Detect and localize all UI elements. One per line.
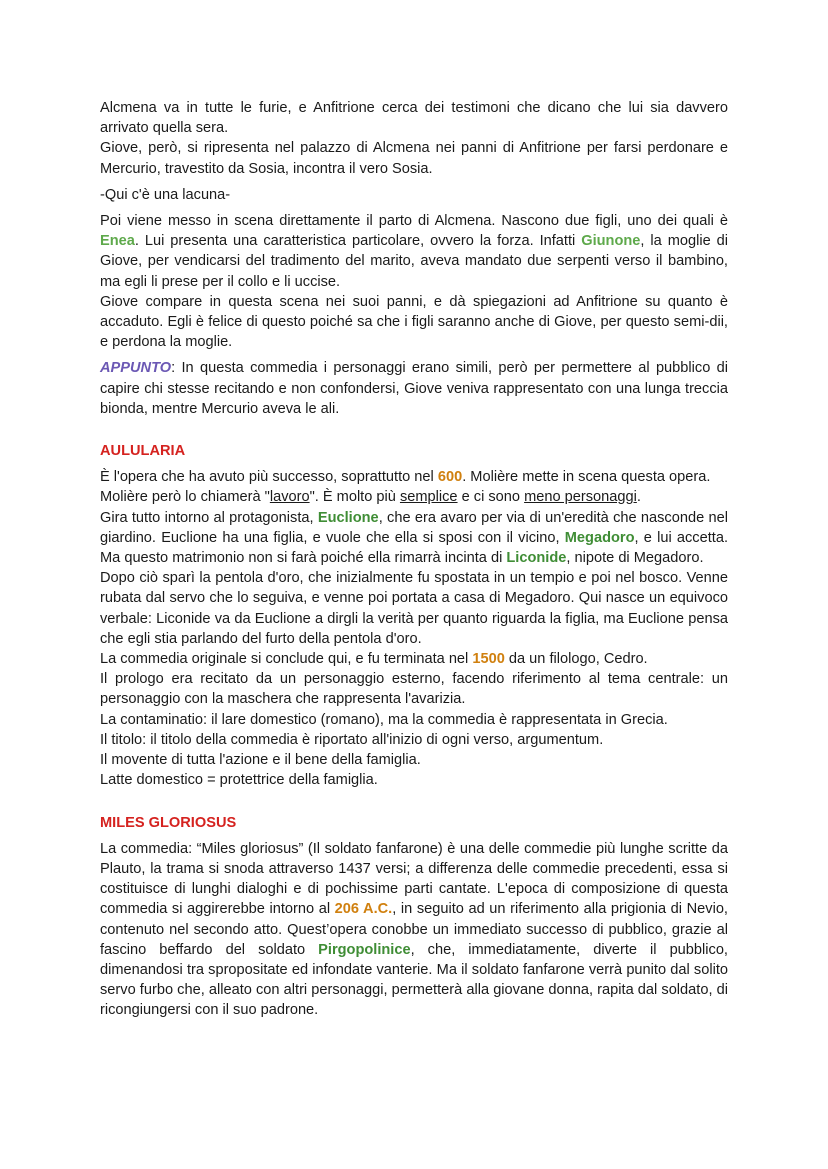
underlined-lavoro: lavoro [269, 489, 310, 506]
paragraph [100, 211, 728, 292]
text: ". È molto più [309, 489, 400, 506]
paragraph: Dopo ciò sparì la pentola d'oro, che inizialmente fu spostata in un tempio e poi nel bosco. Venne rubata dal servo che lo seguiva, e venne poi portata a casa di Megadoro. Qui nasce un equivoco verbale: Liconide va da Euclione a dirgli la verità per quanto riguarda la figlia, ma Euclione pensa che egli stia parlando del furto della pentola d'oro. [100, 570, 728, 647]
paragraph: Giove, però, si ripresenta nel palazzo di Alcmena nei panni di Anfitrione per farsi perdonare e Mercurio, travestito da Sosia, incontra il vero Sosia. [100, 140, 728, 177]
text: , che era avaro per via di un'eredità che nasconde nel giardino. Euclione ha una figlia, e vuole che ella si sposi con il vicino, [100, 509, 728, 546]
paragraph: Latte domestico = protettrice della famiglia. [100, 772, 378, 789]
paragraph [100, 508, 728, 569]
text: Molière però lo chiamerà " [100, 489, 270, 506]
name-megadoro: Megadoro [564, 529, 635, 546]
text: La commedia originale si conclude qui, e fu terminata nel [100, 651, 473, 668]
name-enea: Enea [100, 233, 135, 250]
underlined-semplice: semplice [399, 489, 458, 506]
text: , nipote di Megadoro. [566, 550, 704, 567]
year-600: 600 [437, 469, 463, 486]
paragraph: Alcmena va in tutte le furie, e Anfitrione cerca dei testimoni che dicano che lui sia davvero arrivato quella sera. [100, 100, 728, 137]
text: e ci sono [457, 489, 525, 506]
text: , che, immediatamente, diverte il pubblico, dimenandosi tra spropositate ed infondate vanterie. Ma il soldato fanfarone verrà punito dal solito servo furbo che, alleato con altri personaggi, permetterà alla giovane donna, rapita dal soldato, di ricongiungersi con il suo padrone. [100, 941, 728, 1019]
paragraph: Il titolo: il titolo della commedia è riportato all'inizio di ogni verso, argumentum. [100, 731, 604, 748]
paragraph: Giove compare in questa scena nei suoi panni, e dà spiegazioni ad Anfitrione su quanto è accaduto. Egli è felice di questo poiché sa che i figli saranno anche di Giove, per questo semi-dii, e perdona la moglie. [100, 293, 728, 351]
paragraph: Il prologo era recitato da un personaggio esterno, facendo riferimento al tema centrale: un personaggio con la maschera che rappresenta l'avarizia. [100, 671, 728, 708]
section-title-aulularia: AULULARIA [100, 443, 186, 460]
text: . [636, 489, 641, 506]
year-1500: 1500 [472, 651, 505, 668]
text: , in seguito ad un riferimento alla prigionia di Nevio, contenuto nel secondo atto. Quest’opera conobbe un immediato successo di pubblico, grazie al fascino beffardo del soldato [100, 901, 728, 958]
text: , e lui accetta. Ma questo matrimonio non si farà poiché ella rimarrà incinta di [100, 529, 729, 567]
text: , la moglie di Giove, per vendicarsi del tradimento del marito, aveva mandato due serpenti verso il bambino, ma egli li prese per il collo e li uccise. [100, 233, 728, 290]
underlined-meno-personaggi: meno personaggi [524, 489, 637, 506]
lacuna-note: -Qui c'è una lacuna- [100, 186, 231, 203]
paragraph [100, 487, 728, 507]
name-pirgopolinice: Pirgopolinice [318, 941, 411, 958]
paragraph [100, 839, 728, 1021]
name-giunone: Giunone [581, 233, 641, 250]
text: . Molière mette in scena questa opera. [462, 469, 711, 486]
date-206-ac: 206 A.C. [334, 901, 393, 918]
appunto-label: APPUNTO [100, 360, 172, 377]
paragraph: La contaminatio: il lare domestico (romano), ma la commedia è rappresentata in Grecia. [100, 711, 668, 728]
text: È l'opera che ha avuto più successo, soprattutto nel [100, 469, 438, 486]
text-column [100, 98, 728, 1021]
name-euclione: Euclione [317, 509, 379, 526]
paragraph [100, 467, 728, 487]
text: Poi viene messo in scena direttamente il parto di Alcmena. Nascono due figli, uno dei quali è [100, 213, 728, 230]
paragraph [100, 649, 728, 669]
text: . Lui presenta una caratteristica particolare, ovvero la forza. Infatti [134, 233, 582, 250]
paragraph: Il movente di tutta l'azione e il bene della famiglia. [100, 752, 421, 769]
text: da un filologo, Cedro. [504, 651, 648, 668]
text: La commedia: “Miles gloriosus” (Il soldato fanfarone) è una delle commedie più lunghe scritte da Plauto, la trama si snoda attraverso 1437 versi; a differenza delle commedie precedenti, essa si costituisce di lunghi dialoghi e di pochissime parti cantate. L'epoca di composizione di questa commedia si aggirerebbe intorno al [100, 840, 728, 918]
name-liconide: Liconide [506, 550, 567, 567]
appunto-note [100, 358, 728, 419]
text: Gira tutto intorno al protagonista, [100, 509, 318, 526]
text: : In questa commedia i personaggi erano simili, però per permettere al pubblico di capire chi stesse recitando e non confondersi, Giove veniva rappresentato con una lunga treccia bionda, mentre Mercurio aveva le ali. [100, 360, 728, 417]
section-title-miles-gloriosus: MILES GLORIOSUS [100, 814, 237, 831]
